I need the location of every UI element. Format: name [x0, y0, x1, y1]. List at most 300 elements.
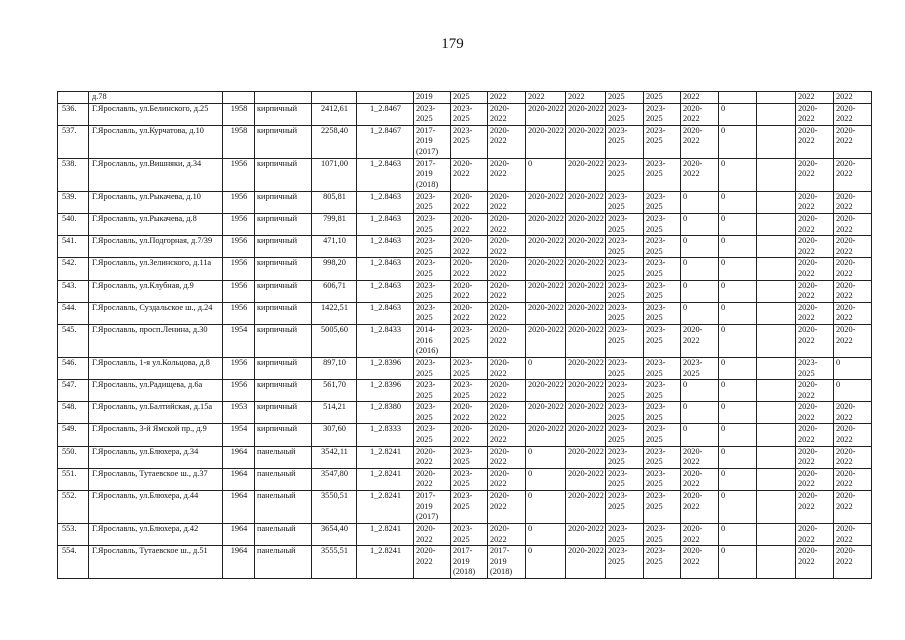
year-cell: 1958	[223, 103, 255, 125]
schedule-cell: 2022	[526, 92, 566, 104]
row-number-cell: 544.	[58, 302, 89, 324]
table-row	[58, 424, 872, 446]
schedule-cell: 2023-2025	[644, 280, 681, 302]
index-cell: 1_2.8396	[357, 357, 414, 379]
schedule-cell: 2020-2022	[681, 468, 719, 490]
schedule-cell: 2022	[566, 92, 606, 104]
schedule-cell: 2023-2025	[414, 213, 451, 235]
schedule-cell: 2023-2025	[414, 302, 451, 324]
schedule-cell: 2020-2022	[526, 213, 566, 235]
schedule-cell: 2020-2022	[488, 103, 526, 125]
schedule-cell: 2020-2022	[566, 258, 606, 280]
schedule-cell	[757, 191, 796, 213]
material-cell: кирпичный	[255, 324, 312, 357]
table-row	[58, 213, 872, 235]
schedule-cell: 0	[719, 213, 757, 235]
address-cell: Г.Ярославль, Тутаевское ш., д.51	[89, 546, 223, 579]
table-row	[58, 402, 872, 424]
schedule-cell: 2020-2022	[451, 302, 488, 324]
row-number-cell: 550.	[58, 446, 89, 468]
schedule-cell: 2020-2022	[834, 491, 872, 524]
schedule-cell: 2017-2019 (2017)	[414, 125, 451, 158]
material-cell: панельный	[255, 446, 312, 468]
schedule-cell: 2020-2022	[488, 424, 526, 446]
table-row	[58, 280, 872, 302]
schedule-cell: 2023-2025	[796, 357, 834, 379]
row-number-cell: 546.	[58, 357, 89, 379]
schedule-cell: 2020-2022	[566, 402, 606, 424]
row-number-cell: 537.	[58, 125, 89, 158]
index-cell: 1_2.8467	[357, 125, 414, 158]
index-cell: 1_2.8241	[357, 446, 414, 468]
schedule-cell: 2023-2025	[606, 324, 644, 357]
row-number-cell: 551.	[58, 468, 89, 490]
schedule-cell: 2017-2019 (2018)	[451, 546, 488, 579]
index-cell: 1_2.8463	[357, 236, 414, 258]
area-cell: 3542,11	[312, 446, 357, 468]
schedule-cell: 2023-2025	[644, 357, 681, 379]
schedule-cell: 2020-2022	[796, 446, 834, 468]
material-cell: кирпичный	[255, 357, 312, 379]
index-cell: 1_2.8463	[357, 280, 414, 302]
schedule-cell: 2023-2025	[606, 213, 644, 235]
schedule-cell: 0	[681, 258, 719, 280]
address-cell: Г.Ярославль, ул.Зелинского, д.11а	[89, 258, 223, 280]
schedule-cell: 2020-2022	[796, 236, 834, 258]
schedule-cell: 0	[719, 103, 757, 125]
schedule-cell: 0	[719, 424, 757, 446]
schedule-cell: 2023-2025	[606, 258, 644, 280]
schedule-cell: 2023-2025	[644, 546, 681, 579]
area-cell: 2258,40	[312, 125, 357, 158]
schedule-cell: 2020-2022	[796, 191, 834, 213]
material-cell: кирпичный	[255, 213, 312, 235]
schedule-cell: 2020-2022	[488, 380, 526, 402]
schedule-cell: 2022	[488, 92, 526, 104]
schedule-cell: 2023-2025	[606, 236, 644, 258]
schedule-cell: 2023-2025	[451, 446, 488, 468]
year-cell: 1956	[223, 302, 255, 324]
area-cell: 3547,80	[312, 468, 357, 490]
schedule-cell	[757, 92, 796, 104]
address-cell: Г.Ярославль, ул.Клубная, д.9	[89, 280, 223, 302]
address-cell: Г.Ярославль, 3-й Ямской пр., д.9	[89, 424, 223, 446]
year-cell: 1956	[223, 158, 255, 191]
schedule-cell: 2020-2022	[681, 324, 719, 357]
row-number-cell: 554.	[58, 546, 89, 579]
index-cell: 1_2.8467	[357, 103, 414, 125]
schedule-cell: 2020-2022	[526, 324, 566, 357]
year-cell: 1964	[223, 524, 255, 546]
year-cell: 1964	[223, 468, 255, 490]
area-cell	[312, 92, 357, 104]
area-cell: 805,81	[312, 191, 357, 213]
row-number-cell: 545.	[58, 324, 89, 357]
schedule-cell: 2023-2025	[644, 491, 681, 524]
housing-repair-table	[57, 91, 872, 579]
schedule-cell: 2020-2022	[681, 158, 719, 191]
schedule-cell: 2023-2025	[451, 324, 488, 357]
schedule-cell: 2023-2025	[644, 524, 681, 546]
schedule-cell: 0	[526, 446, 566, 468]
schedule-cell: 2020-2022	[681, 491, 719, 524]
area-cell: 5005,60	[312, 324, 357, 357]
schedule-cell: 2019	[414, 92, 451, 104]
schedule-cell: 0	[526, 158, 566, 191]
schedule-cell: 2020-2022	[834, 402, 872, 424]
schedule-cell: 2020-2022	[488, 280, 526, 302]
schedule-cell: 0	[681, 402, 719, 424]
schedule-cell: 2023-2025	[451, 468, 488, 490]
schedule-cell: 2023-2025	[606, 402, 644, 424]
schedule-cell: 0	[681, 302, 719, 324]
schedule-cell: 2020-2022	[796, 468, 834, 490]
schedule-cell: 2023-2025	[644, 324, 681, 357]
material-cell: кирпичный	[255, 236, 312, 258]
table-row	[58, 446, 872, 468]
table-row	[58, 546, 872, 579]
row-number-cell: 540.	[58, 213, 89, 235]
schedule-cell: 2023-2025	[644, 468, 681, 490]
year-cell: 1956	[223, 213, 255, 235]
schedule-cell: 2020-2022	[526, 103, 566, 125]
area-cell: 1071,00	[312, 158, 357, 191]
material-cell: панельный	[255, 491, 312, 524]
schedule-cell: 2020-2022	[834, 424, 872, 446]
schedule-cell: 2023-2025	[644, 446, 681, 468]
schedule-cell: 2020-2022	[488, 236, 526, 258]
schedule-cell	[757, 468, 796, 490]
year-cell: 1954	[223, 424, 255, 446]
address-cell: Г.Ярославль, ул.Курчатова, д.10	[89, 125, 223, 158]
schedule-cell: 2020-2022	[451, 402, 488, 424]
schedule-cell: 0	[719, 158, 757, 191]
year-cell: 1956	[223, 280, 255, 302]
schedule-cell: 2020-2022	[834, 213, 872, 235]
schedule-cell: 2020-2022	[796, 103, 834, 125]
schedule-cell	[757, 402, 796, 424]
schedule-cell	[757, 446, 796, 468]
schedule-cell: 2020-2022	[451, 158, 488, 191]
schedule-cell: 2025	[451, 92, 488, 104]
area-cell: 3555,51	[312, 546, 357, 579]
table-row	[58, 324, 872, 357]
address-cell: Г.Ярославль, ул.Рыкачева, д.10	[89, 191, 223, 213]
area-cell: 897,10	[312, 357, 357, 379]
schedule-cell: 2020-2022	[796, 524, 834, 546]
schedule-cell: 2020-2022	[796, 258, 834, 280]
schedule-cell: 0	[719, 402, 757, 424]
schedule-cell: 2023-2025	[414, 280, 451, 302]
schedule-cell: 2022	[834, 92, 872, 104]
schedule-cell: 2020-2022	[566, 158, 606, 191]
schedule-cell: 2020-2022	[414, 468, 451, 490]
schedule-cell: 0	[681, 213, 719, 235]
table-row	[58, 357, 872, 379]
schedule-cell: 2023-2025	[451, 125, 488, 158]
schedule-cell: 0	[719, 357, 757, 379]
page-number: 179	[441, 36, 464, 52]
schedule-cell: 2020-2022	[834, 125, 872, 158]
schedule-cell: 2020-2022	[566, 380, 606, 402]
schedule-cell: 2020-2022	[796, 402, 834, 424]
address-cell: Г.Ярославль, Тутаевское ш., д.37	[89, 468, 223, 490]
schedule-cell: 2017-2019 (2018)	[414, 158, 451, 191]
schedule-cell: 2020-2022	[566, 280, 606, 302]
schedule-cell: 2023-2025	[644, 158, 681, 191]
schedule-cell: 0	[719, 468, 757, 490]
schedule-cell: 2020-2022	[796, 280, 834, 302]
schedule-cell: 0	[719, 524, 757, 546]
schedule-cell: 2025	[644, 92, 681, 104]
schedule-cell: 2023-2025	[606, 191, 644, 213]
schedule-cell: 2023-2025	[606, 546, 644, 579]
year-cell: 1964	[223, 491, 255, 524]
index-cell: 1_2.8241	[357, 491, 414, 524]
schedule-cell: 0	[719, 446, 757, 468]
address-cell: Г.Ярославль, ул.Вишняки, д.34	[89, 158, 223, 191]
schedule-cell: 2020-2022	[414, 446, 451, 468]
row-number-cell	[58, 92, 89, 104]
schedule-cell: 2023-2025	[644, 302, 681, 324]
schedule-cell: 2020-2022	[796, 424, 834, 446]
material-cell: панельный	[255, 524, 312, 546]
schedule-cell: 2020-2022	[566, 491, 606, 524]
index-cell: 1_2.8241	[357, 468, 414, 490]
schedule-cell: 2023-2025	[451, 524, 488, 546]
schedule-cell: 2017-2019 (2018)	[488, 546, 526, 579]
schedule-cell: 2020-2022	[488, 302, 526, 324]
schedule-cell: 2023-2025	[644, 236, 681, 258]
material-cell: панельный	[255, 468, 312, 490]
schedule-cell: 2020-2022	[488, 125, 526, 158]
schedule-cell: 2020-2022	[526, 424, 566, 446]
schedule-cell: 0	[719, 258, 757, 280]
row-number-cell: 548.	[58, 402, 89, 424]
schedule-cell: 2020-2022	[488, 191, 526, 213]
address-cell: Г.Ярославль, ул.Балтийская, д.15а	[89, 402, 223, 424]
schedule-cell: 2020-2022	[488, 491, 526, 524]
row-number-cell: 549.	[58, 424, 89, 446]
schedule-cell: 2020-2022	[681, 103, 719, 125]
address-cell: Г.Ярославль, 1-я ул.Кольцова, д.8	[89, 357, 223, 379]
schedule-cell: 2020-2022	[451, 191, 488, 213]
schedule-cell: 0	[526, 491, 566, 524]
index-cell: 1_2.8333	[357, 424, 414, 446]
schedule-cell: 2020-2022	[488, 324, 526, 357]
schedule-cell: 2020-2022	[834, 302, 872, 324]
schedule-cell	[719, 92, 757, 104]
material-cell: кирпичный	[255, 402, 312, 424]
schedule-cell	[757, 380, 796, 402]
index-cell: 1_2.8463	[357, 258, 414, 280]
address-cell: Г.Ярославль, ул.Рыкачева, д.8	[89, 213, 223, 235]
schedule-cell: 2020-2022	[834, 546, 872, 579]
address-cell: Г.Ярославль, Суздальское ш., д.24	[89, 302, 223, 324]
schedule-cell: 0	[719, 380, 757, 402]
schedule-cell	[757, 324, 796, 357]
table-row	[58, 302, 872, 324]
schedule-cell: 2023-2025	[681, 357, 719, 379]
schedule-cell	[757, 103, 796, 125]
schedule-cell: 2020-2022	[451, 236, 488, 258]
schedule-cell: 0	[834, 380, 872, 402]
area-cell: 3550,51	[312, 491, 357, 524]
schedule-cell: 2023-2025	[606, 424, 644, 446]
area-cell: 561,70	[312, 380, 357, 402]
schedule-cell: 2020-2022	[834, 191, 872, 213]
year-cell: 1954	[223, 324, 255, 357]
schedule-cell: 2020-2022	[681, 524, 719, 546]
schedule-cell: 2020-2022	[566, 324, 606, 357]
material-cell: кирпичный	[255, 103, 312, 125]
schedule-cell: 2023-2025	[644, 402, 681, 424]
material-cell: кирпичный	[255, 125, 312, 158]
address-cell: Г.Ярославль, ул.Подгорная, д.7/39	[89, 236, 223, 258]
schedule-cell: 2023-2025	[414, 191, 451, 213]
schedule-cell: 2023-2025	[606, 302, 644, 324]
schedule-cell: 2023-2025	[606, 103, 644, 125]
schedule-cell: 0	[681, 280, 719, 302]
schedule-cell: 2020-2022	[681, 446, 719, 468]
schedule-cell: 2020-2022	[526, 380, 566, 402]
index-cell: 1_2.8433	[357, 324, 414, 357]
address-cell: Г.Ярославль, ул.Блюхера, д.42	[89, 524, 223, 546]
schedule-cell: 2023-2025	[451, 103, 488, 125]
schedule-cell: 2020-2022	[566, 302, 606, 324]
schedule-cell: 0	[719, 191, 757, 213]
schedule-cell: 2022	[681, 92, 719, 104]
schedule-cell: 2020-2022	[566, 446, 606, 468]
schedule-cell	[757, 546, 796, 579]
schedule-cell: 2020-2022	[566, 424, 606, 446]
schedule-cell: 2020-2022	[834, 468, 872, 490]
row-number-cell: 543.	[58, 280, 89, 302]
schedule-cell: 2020-2022	[488, 446, 526, 468]
schedule-cell: 2020-2022	[834, 236, 872, 258]
schedule-cell: 2023-2025	[644, 258, 681, 280]
table-row	[58, 524, 872, 546]
schedule-cell: 2020-2022	[566, 546, 606, 579]
address-cell: Г.Ярославль, ул.Белинского, д.25	[89, 103, 223, 125]
schedule-cell: 2020-2022	[488, 357, 526, 379]
schedule-cell: 2020-2022	[488, 158, 526, 191]
schedule-cell: 2020-2022	[488, 402, 526, 424]
schedule-cell: 2020-2022	[834, 258, 872, 280]
material-cell: кирпичный	[255, 191, 312, 213]
row-number-cell: 553.	[58, 524, 89, 546]
year-cell: 1956	[223, 236, 255, 258]
schedule-cell: 2020-2022	[488, 213, 526, 235]
address-cell: Г.Ярославль, ул.Блюхера, д.44	[89, 491, 223, 524]
schedule-cell: 2023-2025	[414, 258, 451, 280]
schedule-cell: 2023-2025	[451, 357, 488, 379]
area-cell: 514,21	[312, 402, 357, 424]
schedule-cell: 2023-2025	[606, 280, 644, 302]
index-cell: 1_2.8380	[357, 402, 414, 424]
address-cell: Г.Ярославль, ул.Радищева, д.6а	[89, 380, 223, 402]
table-row	[58, 380, 872, 402]
schedule-cell: 0	[719, 280, 757, 302]
year-cell: 1956	[223, 380, 255, 402]
index-cell: 1_2.8463	[357, 302, 414, 324]
schedule-cell: 0	[681, 191, 719, 213]
year-cell: 1964	[223, 546, 255, 579]
schedule-cell: 2020-2022	[796, 158, 834, 191]
schedule-cell: 0	[526, 468, 566, 490]
schedule-cell: 2023-2025	[644, 103, 681, 125]
area-cell: 799,81	[312, 213, 357, 235]
schedule-cell: 2020-2022	[834, 524, 872, 546]
schedule-cell: 2020-2022	[526, 125, 566, 158]
row-number-cell: 542.	[58, 258, 89, 280]
schedule-cell: 2025	[606, 92, 644, 104]
schedule-cell: 2020-2022	[566, 236, 606, 258]
material-cell: панельный	[255, 546, 312, 579]
address-cell: Г.Ярославль, просп.Ленина, д.30	[89, 324, 223, 357]
schedule-cell: 0	[526, 357, 566, 379]
material-cell: кирпичный	[255, 258, 312, 280]
schedule-cell: 2023-2025	[606, 357, 644, 379]
schedule-cell: 2020-2022	[796, 491, 834, 524]
schedule-cell: 2014-2016 (2016)	[414, 324, 451, 357]
material-cell: кирпичный	[255, 280, 312, 302]
schedule-cell: 2020-2022	[566, 524, 606, 546]
schedule-cell: 2023-2025	[606, 491, 644, 524]
schedule-cell	[757, 258, 796, 280]
address-cell: д.78	[89, 92, 223, 104]
schedule-cell: 2020-2022	[796, 213, 834, 235]
schedule-cell: 2020-2022	[488, 468, 526, 490]
schedule-cell: 2023-2025	[644, 213, 681, 235]
schedule-cell: 0	[719, 125, 757, 158]
schedule-cell: 2020-2022	[414, 546, 451, 579]
schedule-cell	[757, 158, 796, 191]
area-cell: 606,71	[312, 280, 357, 302]
schedule-cell	[757, 491, 796, 524]
schedule-cell: 2023-2025	[644, 191, 681, 213]
schedule-cell: 2020-2022	[526, 280, 566, 302]
schedule-cell: 2020-2022	[796, 546, 834, 579]
schedule-cell: 0	[681, 236, 719, 258]
year-cell: 1956	[223, 258, 255, 280]
schedule-cell: 2020-2022	[796, 324, 834, 357]
schedule-cell	[757, 424, 796, 446]
table-row	[58, 468, 872, 490]
schedule-cell	[757, 357, 796, 379]
table-row	[58, 103, 872, 125]
schedule-cell: 2023-2025	[606, 158, 644, 191]
schedule-cell: 2023-2025	[414, 380, 451, 402]
schedule-cell: 0	[834, 357, 872, 379]
area-cell: 998,20	[312, 258, 357, 280]
schedule-cell: 2020-2022	[834, 280, 872, 302]
index-cell: 1_2.8463	[357, 213, 414, 235]
schedule-cell: 0	[719, 546, 757, 579]
row-number-cell: 547.	[58, 380, 89, 402]
schedule-cell: 0	[719, 491, 757, 524]
schedule-cell	[757, 236, 796, 258]
row-number-cell: 541.	[58, 236, 89, 258]
schedule-cell: 2023-2025	[414, 236, 451, 258]
schedule-cell: 2020-2022	[796, 380, 834, 402]
material-cell: кирпичный	[255, 380, 312, 402]
index-cell: 1_2.8463	[357, 158, 414, 191]
schedule-cell: 2020-2022	[526, 236, 566, 258]
schedule-cell: 2020-2022	[414, 524, 451, 546]
material-cell	[255, 92, 312, 104]
schedule-cell: 2023-2025	[451, 491, 488, 524]
